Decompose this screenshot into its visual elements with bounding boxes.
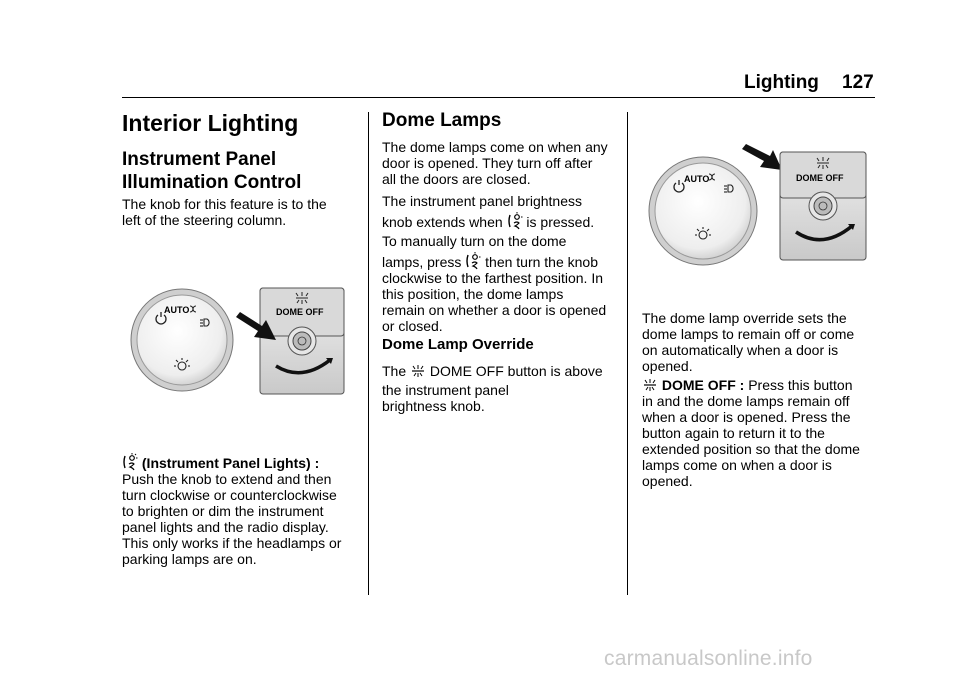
text-line: parking lamps are on.: [122, 551, 257, 567]
dome-lamps-text: [382, 139, 622, 334]
intro-paragraph: [122, 196, 327, 228]
term-heading: [122, 453, 341, 471]
section-title: Lighting: [744, 72, 819, 93]
text-fragment: DOME OFF button is above: [429, 363, 603, 379]
term-heading: [642, 377, 882, 393]
instrument-panel-lights-icon: [122, 453, 138, 471]
text-line: all the doors are closed.: [382, 171, 531, 187]
dome-off-icon: [410, 365, 426, 379]
text-line: dome lamps to remain off or come: [642, 326, 855, 342]
text-line: The knob for this feature is to the: [122, 196, 327, 212]
headlamp-knob: [131, 289, 233, 391]
text-fragment: The: [382, 363, 407, 379]
subsection-heading-line: Illumination Control: [122, 172, 302, 193]
dome-override-text: [382, 363, 622, 414]
text-line: the instrument panel: [382, 382, 509, 398]
text-line: button again to return it to the: [642, 425, 825, 441]
dome-lamps-heading: Dome Lamps: [382, 110, 502, 131]
dome-off-icon: [642, 379, 658, 393]
section-heading: Interior Lighting: [122, 110, 299, 136]
text-line: on automatically when a door is: [642, 342, 839, 358]
knob-auto-label: AUTO: [164, 305, 190, 315]
text-line: This only works if the headlamps or: [122, 535, 342, 551]
text-line: remain on whether a door is opened: [382, 302, 607, 318]
text-fragment: knob extends when: [382, 214, 503, 230]
text-line: opened.: [642, 358, 693, 374]
text-line: left of the steering column.: [122, 212, 287, 228]
term-label: DOME OFF :: [661, 377, 745, 393]
column-divider-right: [627, 112, 628, 595]
term-label: (Instrument Panel Lights) :: [141, 455, 320, 471]
watermark: carmanualsonline.info: [604, 647, 813, 670]
text-line: The dome lamp override sets the: [642, 310, 847, 326]
text-line: panel lights and the radio display.: [122, 519, 329, 535]
instrument-panel-lights-icon: [465, 252, 481, 270]
header-rule: [122, 97, 875, 98]
text-line: [382, 252, 622, 270]
text-fragment: then turn the knob: [485, 254, 599, 270]
dome-off-panel: [780, 152, 866, 260]
dome-off-label: DOME OFF: [796, 173, 844, 183]
headlamp-knob: [649, 157, 757, 265]
dome-off-label: DOME OFF: [276, 307, 324, 317]
text-line: clockwise to the farthest position. In: [382, 270, 603, 286]
text-line: when a door is opened. Press the: [642, 409, 851, 425]
pointer-arrow-icon: [742, 144, 782, 170]
page-number: 127: [842, 72, 874, 93]
dome-off-term: [642, 377, 882, 489]
text-line: The dome lamps come on when any: [382, 139, 608, 155]
text-line: in and the dome lamps remain off: [642, 393, 850, 409]
text-line: opened.: [642, 473, 693, 489]
text-fragment: Press this button: [748, 377, 853, 393]
dome-off-panel: [260, 288, 344, 394]
term-description: [122, 453, 341, 567]
text-line: [382, 363, 622, 379]
override-paragraph: [642, 310, 882, 374]
dome-lamp-override-heading: Dome Lamp Override: [382, 336, 534, 353]
text-line: brightness knob.: [382, 398, 485, 414]
column-divider-left: [368, 112, 369, 595]
text-line: to brighten or dim the instrument: [122, 503, 324, 519]
subsection-heading-line: Instrument Panel: [122, 149, 277, 170]
instrument-panel-lights-icon: [507, 212, 523, 230]
text-line: extended position so that the dome: [642, 441, 860, 457]
knob-auto-label: AUTO: [684, 174, 710, 184]
text-fragment: lamps, press: [382, 254, 462, 270]
text-fragment: is pressed.: [526, 214, 595, 230]
text-line: To manually turn on the dome: [382, 233, 567, 249]
text-line: Push the knob to extend and then: [122, 471, 332, 487]
text-line: The instrument panel brightness: [382, 193, 582, 209]
subsection-heading: [122, 148, 301, 194]
text-line: or closed.: [382, 318, 443, 334]
text-line: this position, the dome lamps: [382, 286, 564, 302]
text-line: lamps come on when a door is: [642, 457, 832, 473]
text-line: door is opened. They turn off after: [382, 155, 593, 171]
text-line: [382, 212, 622, 230]
instrument-panel-figure: [130, 286, 346, 398]
dome-off-figure: [646, 138, 868, 268]
text-line: turn clockwise or counterclockwise: [122, 487, 337, 503]
